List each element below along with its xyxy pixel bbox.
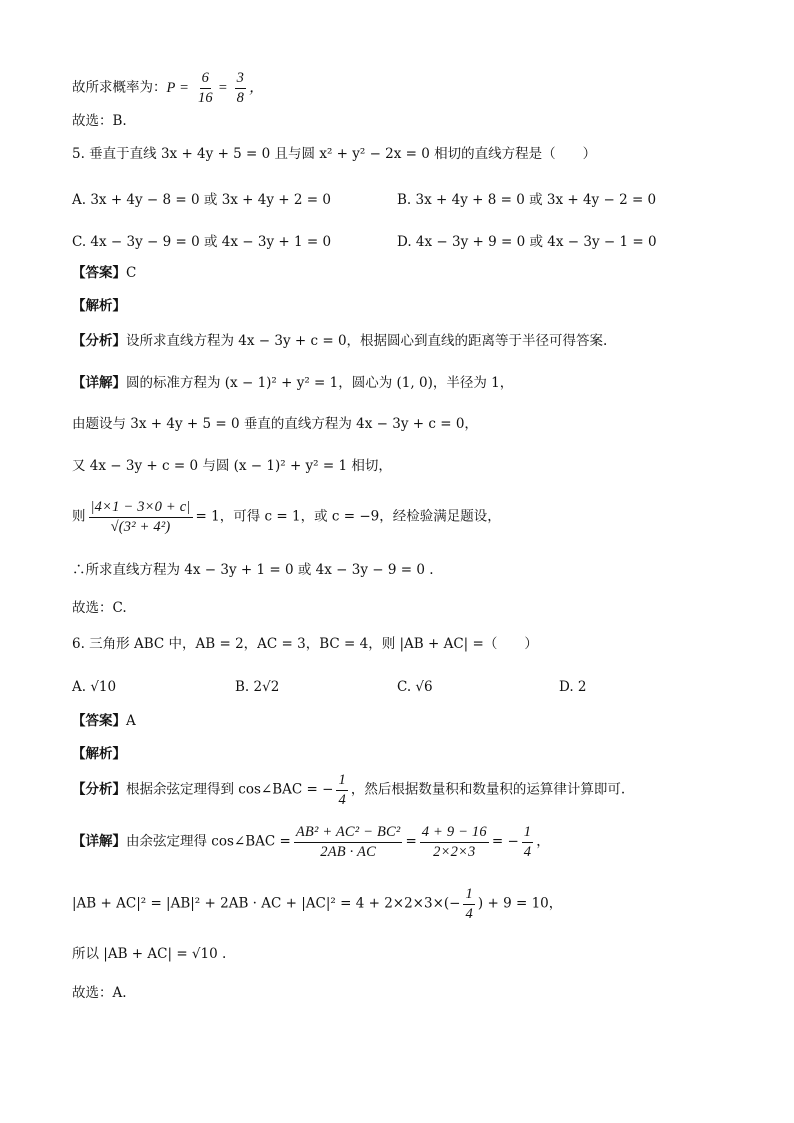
fraction-numerator: 1 [522,824,533,843]
distance-fraction [89,499,193,535]
analysis-5 [72,333,607,349]
detail-5 [72,375,513,391]
analysis-text: 设所求直线方程为 4x − 3y + c = 0，根据圆心到直线的距离等于半径可得答案. [126,333,608,349]
step-5-5: 故选：C. [72,600,127,616]
step-5-4: ∴所求直线方程为 4x − 3y + 1 = 0 或 4x − 3y − 9 = 0 . [72,562,434,578]
fraction [336,772,347,808]
q5-option-b: B. 3x + 4y + 8 = 0 或 3x + 4y − 2 = 0 [397,192,657,208]
probability-formula: P = $\frac{6}{16}$ = $\frac{3}{8}$ ， [166,70,264,106]
fraction-denominator: 2AB · AC [320,843,376,860]
fraction-denominator: 2×2×3 [433,843,476,860]
text: 则 [72,508,86,525]
step-5-2: 又 4x − 3y + c = 0 与圆 (x − 1)² + y² = 1 相切， [72,458,392,474]
step-6-2: 所以 |AB + AC| = √10 . [72,946,227,962]
q5-option-a: A. 3x + 4y − 8 = 0 或 3x + 4y + 2 = 0 [72,192,331,208]
fraction-numerator: AB² + AC² − BC² [294,824,403,843]
choice-line: 故选：B. [72,113,127,129]
analysis-heading-6: 【解析】 [72,746,126,762]
answer-tag: 【答案】 [72,713,126,729]
fraction-numerator: 1 [463,886,474,905]
fraction-numerator: 4 + 9 − 16 [420,824,489,843]
detail-text: 圆的标准方程为 (x − 1)² + y² = 1，圆心为 (1, 0)，半径为 1， [126,375,514,391]
q6-option-b: B. 2√2 [235,679,280,695]
step-6-3: 故选：A. [72,985,127,1001]
comma: ， [536,833,550,850]
q6-option-a: A. √10 [72,679,117,695]
expansion-text: |AB + AC|² = |AB|² + 2AB · AC + |AC|² = 4 + 2×2×3×(− [72,895,461,912]
step-5-3 [72,499,501,535]
answer-value: A [126,713,136,729]
fraction-denominator: 4 [338,791,346,808]
fraction-numerator: 1 [336,772,347,791]
answer-5 [72,265,136,281]
fraction-denominator: 4 [465,905,473,922]
text: 故所求概率为： [72,79,167,96]
fraction-numerator: |4×1 − 3×0 + c| [89,499,193,518]
equals-minus: = − [491,833,519,850]
numeric-fraction [420,824,489,860]
question-5: 5. 垂直于直线 3x + 4y + 5 = 0 且与圆 x² + y² − 2x = 0 相切的直线方程是（ ） [72,146,597,162]
q5-option-c: C. 4x − 3y − 9 = 0 或 4x − 3y + 1 = 0 [72,234,332,250]
detail-text: 由余弦定理得 cos∠BAC = [126,833,291,850]
cosine-fraction [294,824,403,860]
question-6: 6. 三角形 ABC 中，AB = 2，AC = 3，BC = 4，则 |AB + AC| =（ ） [72,636,538,652]
answer-tag: 【答案】 [72,265,126,281]
result-fraction [522,824,533,860]
fraction-denominator: 4 [523,843,532,860]
detail-tag: 【详解】 [72,833,126,850]
analysis-tag: 【分析】 [72,333,126,349]
step-6-1 [72,886,562,922]
step-5-1: 由题设与 3x + 4y + 5 = 0 垂直的直线方程为 4x − 3y + c = 0， [72,416,478,432]
expansion-text: ) + 9 = 10， [477,895,563,912]
equals: = [405,833,417,850]
q6-option-d: D. 2 [559,679,587,695]
analysis-6 [72,772,625,808]
detail-tag: 【详解】 [72,375,126,391]
detail-6 [72,824,550,860]
q5-option-d: D. 4x − 3y + 9 = 0 或 4x − 3y − 1 = 0 [397,234,657,250]
text: = 1，可得 c = 1，或 c = −9，经检验满足题设， [195,508,501,525]
probability-line [72,70,264,106]
analysis-text: 根据余弦定理得到 cos∠BAC = − [126,781,334,798]
analysis-tag: 【分析】 [72,781,126,798]
fraction [463,886,474,922]
analysis-text: ，然后根据数量积和数量积的运算律计算即可. [350,781,626,798]
answer-value: C [126,265,137,281]
answer-6 [72,713,136,729]
q6-option-c: C. √6 [397,679,433,695]
analysis-heading-5: 【解析】 [72,298,126,314]
fraction-denominator: √(3² + 4²) [110,518,171,535]
